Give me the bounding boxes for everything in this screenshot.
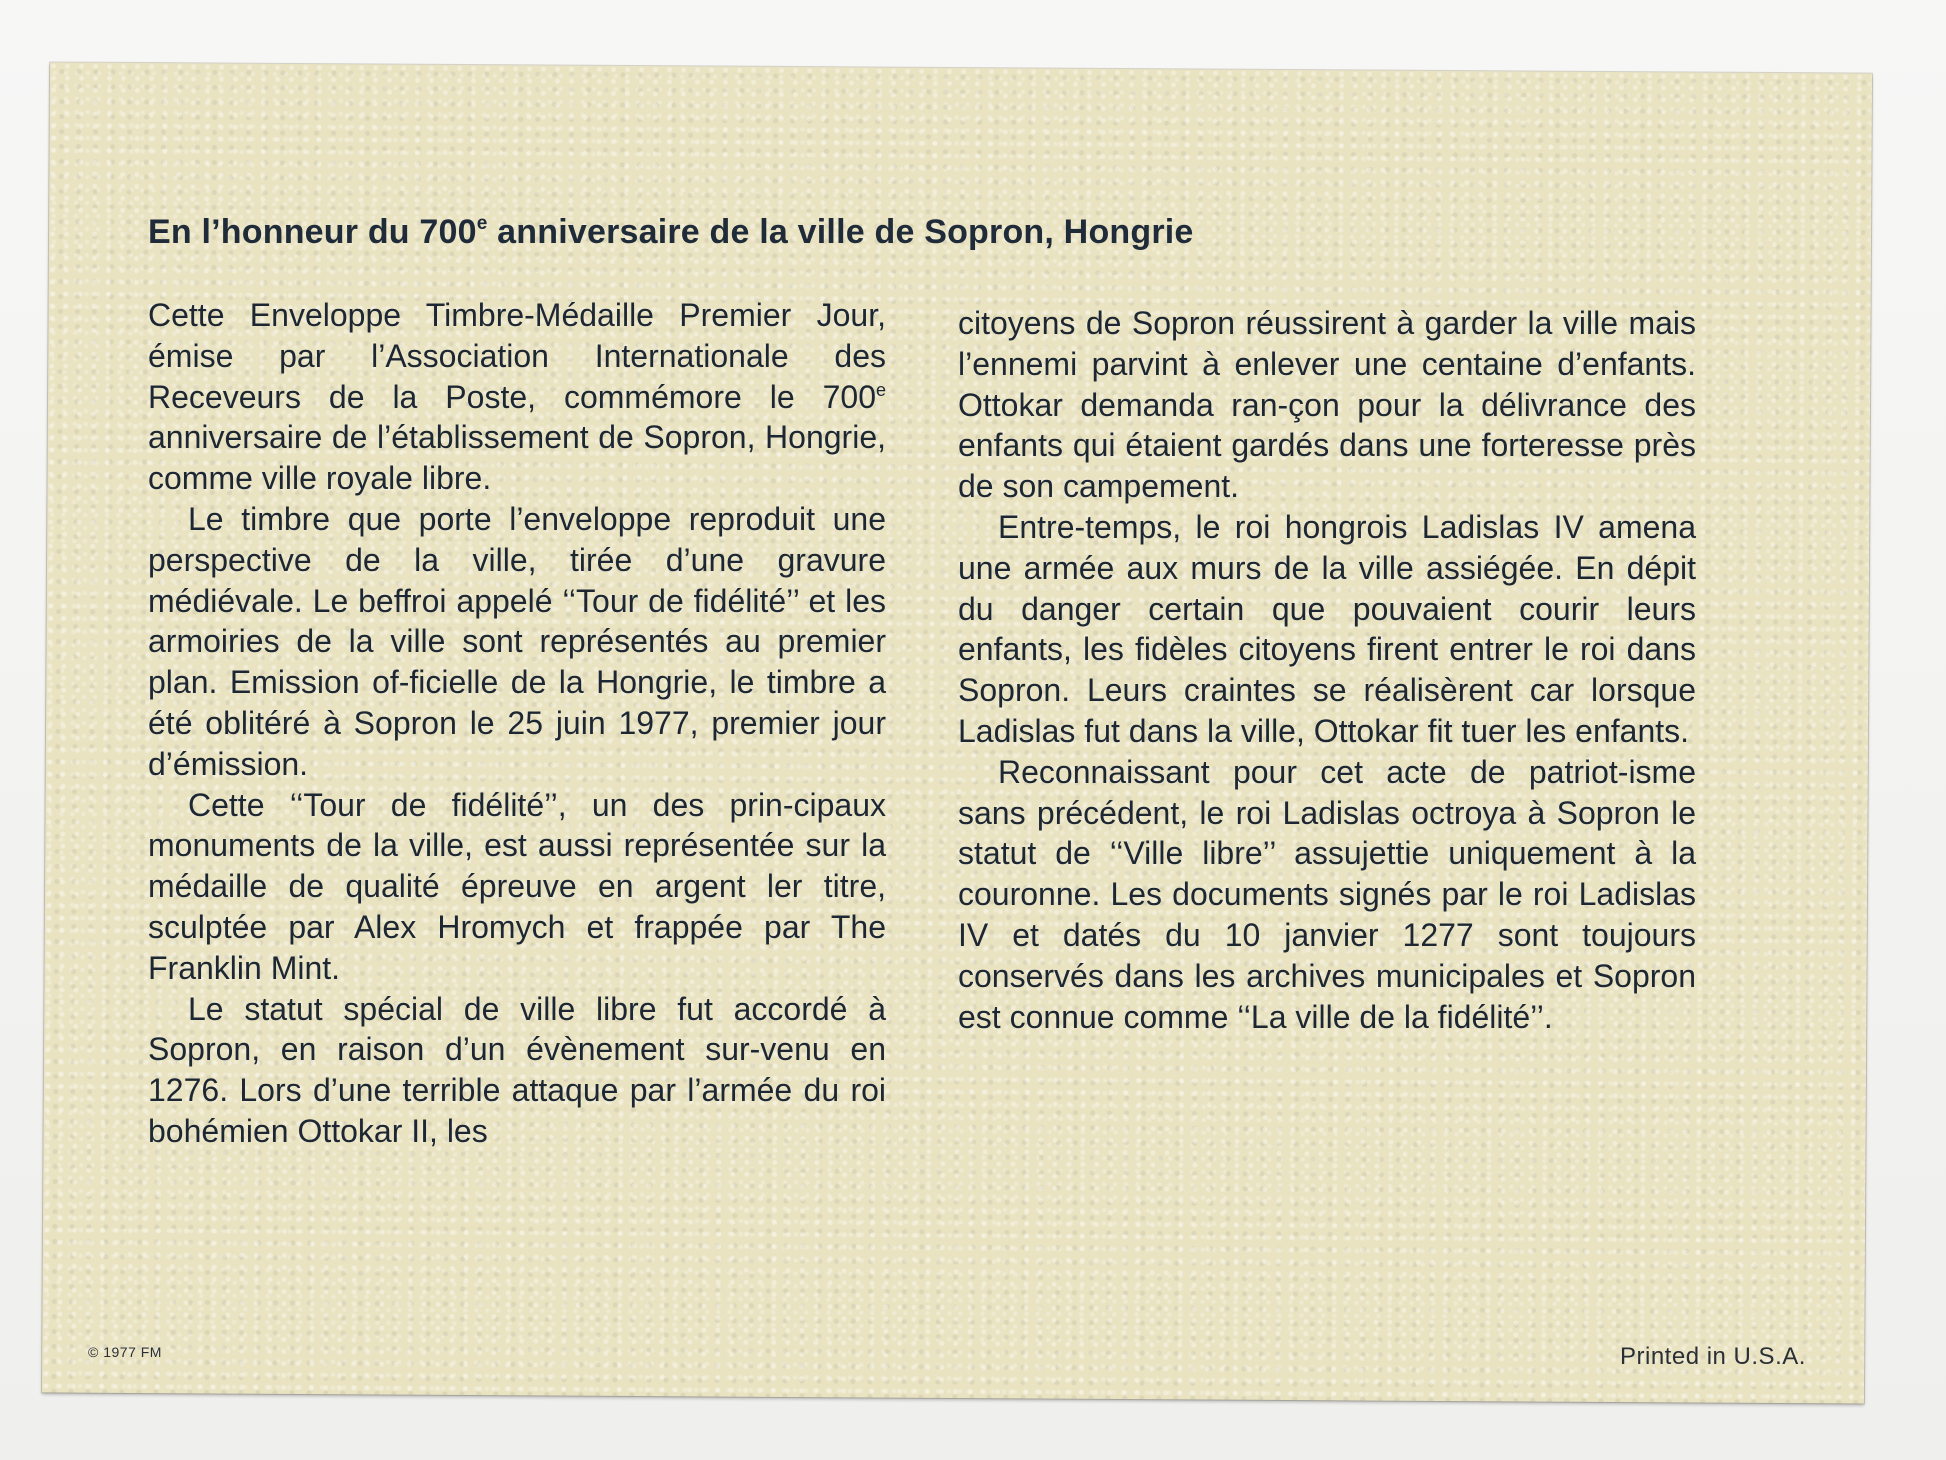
left-paragraph-1-after: anniversaire de l’établissement de Sopron, Hongrie, comme ville royale libre. <box>148 419 886 497</box>
left-paragraph-1-superscript: e <box>875 379 886 400</box>
right-text-column <box>958 303 1696 1037</box>
left-paragraph-1-before: Cette Enveloppe Timbre-Médaille Premier Jour, émise par l’Association Internationale des Receveurs de la Poste, commémore le 700 <box>148 297 886 415</box>
printed-in-notice: Printed in U.S.A. <box>1620 1343 1806 1370</box>
card-title <box>148 213 1548 252</box>
right-paragraph-1: citoyens de Sopron réussirent à garder la ville mais l’ennemi parvint à enlever une centaine d’enfants. Ottokar demanda ran-çon pour la délivrance des enfants qui étaient gardés dans une forteresse près de son campement. <box>958 305 1696 505</box>
right-paragraph-3: Reconnaissant pour cet acte de patriot-isme sans précédent, le roi Ladislas octroya à Sopron le statut de ‘‘Ville libre’’ assujettie uniquement à la couronne. Les documents signés par le roi Ladislas IV et datés du 10 janvier 1277 sont toujours conservés dans les archives municipales et Sopron est connue comme ‘‘La ville de la fidélité’’. <box>958 753 1696 1035</box>
copyright-notice: © 1977 FM <box>88 1344 162 1360</box>
title-text-before: En l’honneur du 700 <box>148 213 477 251</box>
left-paragraph-1 <box>148 295 886 499</box>
title-text-after: anniversaire de la ville de Sopron, Hongrie <box>487 213 1194 251</box>
left-text-column <box>148 295 886 1152</box>
left-paragraph-3: Cette ‘‘Tour de fidélité’’, un des prin-cipaux monuments de la ville, est aussi représentée sur la médaille de qualité épreuve en argent ler titre, sculptée par Alex Hromych et frappée par The Franklin Mint. <box>148 786 886 986</box>
right-paragraph-2: Entre-temps, le roi hongrois Ladislas IV amena une armée aux murs de la ville assiégée. En dépit du danger certain que pouvaient courir leurs enfants, les fidèles citoyens firent entrer le roi dans Sopron. Leurs craintes se réalisèrent car lorsque Ladislas fut dans la ville, Ottokar fit tuer les enfants. <box>958 508 1696 749</box>
left-paragraph-4: Le statut spécial de ville libre fut accordé à Sopron, en raison d’un évènement sur-venu en 1276. Lors d’une terrible attaque par l’armée du roi bohémien Ottokar II, les <box>148 990 886 1149</box>
title-superscript: e <box>476 213 488 234</box>
left-paragraph-2: Le timbre que porte l’enveloppe reproduit une perspective de la ville, tirée d’une gravure médiévale. Le beffroi appelé ‘‘Tour de fidélité’’ et les armoiries de la ville sont représentés au premier plan. Emission of-ficielle de la Hongrie, le timbre a été oblitéré à Sopron le 25 juin 1977, premier jour d’émission. <box>148 500 886 782</box>
